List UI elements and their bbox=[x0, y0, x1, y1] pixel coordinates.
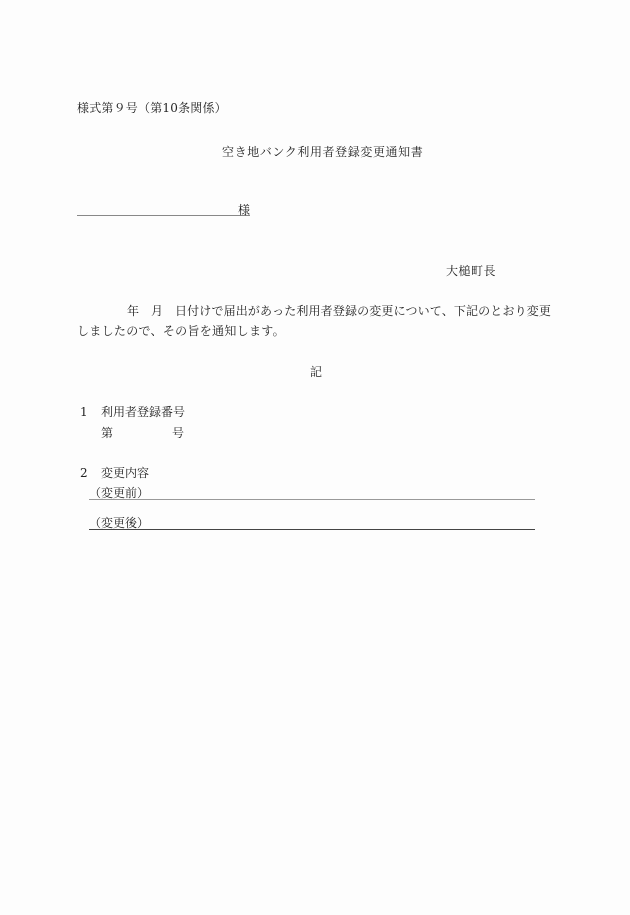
document-title: 空き地バンク利用者登録変更通知書 bbox=[222, 145, 424, 159]
ki-heading: 記 bbox=[310, 365, 323, 379]
item-1-number: 1 bbox=[80, 405, 88, 419]
form-number: 様式第９号（第10条関係） bbox=[77, 101, 227, 115]
body-paragraph-line-1 bbox=[127, 304, 551, 318]
body-text-1: 日付けで届出があった利用者登録の変更について、下記のとおり変更 bbox=[175, 304, 552, 318]
item-1-label: 利用者登録番号 bbox=[101, 405, 186, 419]
change-after-line bbox=[89, 529, 535, 530]
body-paragraph-line-2: しましたので、その旨を通知します。 bbox=[77, 324, 285, 338]
registration-number-prefix: 第 bbox=[101, 426, 114, 440]
change-before-line bbox=[89, 499, 535, 500]
year-label: 年 bbox=[127, 304, 140, 318]
change-after-label: （変更後） bbox=[89, 516, 150, 530]
month-label: 月 bbox=[151, 304, 164, 318]
change-before-label: （変更前） bbox=[89, 486, 150, 500]
addressee-honorific: 様 bbox=[238, 203, 251, 217]
item-2-label: 変更内容 bbox=[101, 466, 150, 480]
issuer-name: 大槌町長 bbox=[446, 264, 497, 278]
registration-number-suffix: 号 bbox=[172, 426, 185, 440]
addressee-name-line bbox=[77, 215, 250, 216]
item-2-number: 2 bbox=[80, 466, 88, 480]
